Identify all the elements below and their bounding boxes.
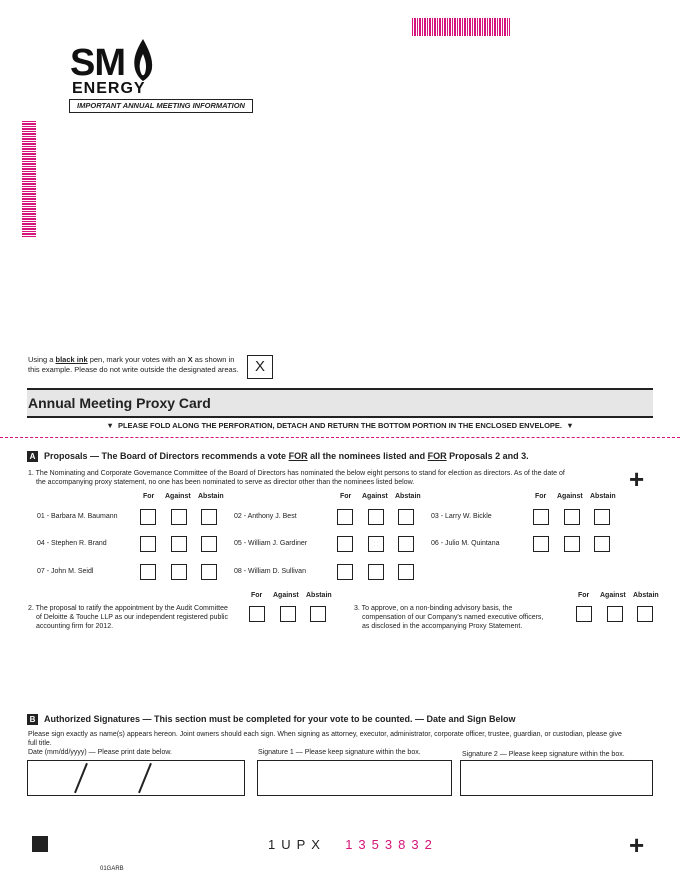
proposal-3-abstain-checkbox[interactable] xyxy=(637,606,653,622)
proposal-2-against-checkbox[interactable] xyxy=(280,606,296,622)
logo-wordmark: SM xyxy=(70,42,125,84)
signature-1-field[interactable] xyxy=(257,760,452,796)
col-header-against: Against xyxy=(600,592,626,599)
nominee-03-abstain-checkbox[interactable] xyxy=(594,509,610,525)
proposal-1-text: 1. The Nominating and Corporate Governance Committee of the Board of Directors has nominated the below eight persons to stand for election as directors. As of the date of the accompanying proxy statement, no one has been nominated to serve as director other than the nominees listed below. xyxy=(28,470,565,486)
nominee-07-abstain-checkbox[interactable] xyxy=(201,564,217,580)
signature-2-label: Signature 2 — Please keep signature within the box. xyxy=(462,751,625,758)
triangle-down-icon: ▼ xyxy=(566,421,574,430)
proposal-2-text: 2. The proposal to ratify the appointment by the Audit Committee of Deloitte & Touche LLP as our independent registered public accounting firm for 2012. xyxy=(28,605,228,630)
nominee-01-abstain-checkbox[interactable] xyxy=(201,509,217,525)
nominee-label: 07 - John M. Seidl xyxy=(37,568,94,575)
nominee-label: 08 - William D. Sullivan xyxy=(234,568,306,575)
section-b-label: B xyxy=(27,714,38,725)
col-header-abstain: Abstain xyxy=(198,493,224,500)
proposal-3-text: 3. To approve, on a non-binding advisory basis, the compensation of our Company's named executive officers, as disclosed in the accompanying Proxy Statement. xyxy=(354,605,544,630)
nominee-02-for-checkbox[interactable] xyxy=(337,509,353,525)
registration-square xyxy=(32,836,48,852)
nominee-02-abstain-checkbox[interactable] xyxy=(398,509,414,525)
nominee-06-for-checkbox[interactable] xyxy=(533,536,549,552)
date-label: Date (mm/dd/yyyy) — Please print date below. xyxy=(28,749,172,756)
nominee-03-against-checkbox[interactable] xyxy=(564,509,580,525)
col-header-against: Against xyxy=(557,493,583,500)
nominee-label: 02 - Anthony J. Best xyxy=(234,513,297,520)
proposal-2-for-checkbox[interactable] xyxy=(249,606,265,622)
nominee-label: 03 - Larry W. Bickle xyxy=(431,513,492,520)
nominee-03-for-checkbox[interactable] xyxy=(533,509,549,525)
proposal-3-for-checkbox[interactable] xyxy=(576,606,592,622)
logo-subtitle: ENERGY xyxy=(72,80,146,97)
nominee-06-against-checkbox[interactable] xyxy=(564,536,580,552)
nominee-07-for-checkbox[interactable] xyxy=(140,564,156,580)
signature-2-field[interactable] xyxy=(460,760,653,796)
nominee-04-against-checkbox[interactable] xyxy=(171,536,187,552)
marking-instructions: Using a black ink pen, mark your votes with an X as shown in this example. Please do not write outside the designated areas. xyxy=(28,355,239,374)
col-header-abstain: Abstain xyxy=(633,592,659,599)
section-b-title: Authorized Signatures — This section must be completed for your vote to be counted. — Date and Sign Below xyxy=(44,714,516,724)
col-header-for: For xyxy=(143,493,155,500)
nominee-06-abstain-checkbox[interactable] xyxy=(594,536,610,552)
nominee-05-for-checkbox[interactable] xyxy=(337,536,353,552)
col-header-abstain: Abstain xyxy=(590,493,616,500)
nominee-04-abstain-checkbox[interactable] xyxy=(201,536,217,552)
col-header-for: For xyxy=(535,493,547,500)
nominee-04-for-checkbox[interactable] xyxy=(140,536,156,552)
nominee-08-abstain-checkbox[interactable] xyxy=(398,564,414,580)
col-header-for: For xyxy=(340,493,352,500)
nominee-label: 01 - Barbara M. Baumann xyxy=(37,513,118,520)
signature-instructions: Please sign exactly as name(s) appears hereon. Joint owners should each sign. When signing as attorney, executor, administrator, corporate officer, trustee, guardian, or custodian, please give full title. xyxy=(28,731,622,747)
nominee-label: 04 - Stephen R. Brand xyxy=(37,540,107,547)
signature-1-label: Signature 1 — Please keep signature within the box. xyxy=(258,749,421,756)
form-id: 01GARB xyxy=(100,866,124,872)
col-header-against: Against xyxy=(362,493,388,500)
top-barcode xyxy=(412,18,510,36)
col-header-against: Against xyxy=(165,493,191,500)
example-mark-box: X xyxy=(247,355,273,379)
date-field[interactable] xyxy=(27,760,245,796)
section-a-label: A xyxy=(27,451,38,462)
nominee-label: 05 - William J. Gardiner xyxy=(234,540,308,547)
triangle-down-icon: ▼ xyxy=(106,421,114,430)
proposal-2-abstain-checkbox[interactable] xyxy=(310,606,326,622)
card-title: Annual Meeting Proxy Card xyxy=(28,395,211,411)
date-separator xyxy=(138,763,151,793)
proposal-3-against-checkbox[interactable] xyxy=(607,606,623,622)
col-header-for: For xyxy=(578,592,590,599)
side-barcode xyxy=(22,120,36,237)
nominee-07-against-checkbox[interactable] xyxy=(171,564,187,580)
registration-plus-icon: + xyxy=(629,830,645,860)
section-a-title: Proposals — The Board of Directors recommends a vote FOR all the nominees listed and FOR Proposals 2 and 3. xyxy=(44,451,529,461)
nominee-08-for-checkbox[interactable] xyxy=(337,564,353,580)
col-header-for: For xyxy=(251,592,263,599)
nominee-01-for-checkbox[interactable] xyxy=(140,509,156,525)
col-header-against: Against xyxy=(273,592,299,599)
registration-plus-icon: + xyxy=(629,464,645,494)
nominee-05-against-checkbox[interactable] xyxy=(368,536,384,552)
perforation-line xyxy=(0,437,680,438)
nominee-02-against-checkbox[interactable] xyxy=(368,509,384,525)
flame-logo-icon xyxy=(131,38,155,82)
date-separator xyxy=(74,763,87,793)
col-header-abstain: Abstain xyxy=(395,493,421,500)
meeting-info-banner: IMPORTANT ANNUAL MEETING INFORMATION xyxy=(69,99,253,113)
nominee-08-against-checkbox[interactable] xyxy=(368,564,384,580)
card-title-bar xyxy=(27,388,653,418)
nominee-label: 06 - Julio M. Quintana xyxy=(431,540,500,547)
nominee-01-against-checkbox[interactable] xyxy=(171,509,187,525)
col-header-abstain: Abstain xyxy=(306,592,332,599)
fold-instruction: ▼ PLEASE FOLD ALONG THE PERFORATION, DETACH AND RETURN THE BOTTOM PORTION IN THE ENCLOSED ENVELOPE. ▼ xyxy=(106,421,574,430)
footer-code: 1UPX 1353832 xyxy=(268,837,438,852)
nominee-05-abstain-checkbox[interactable] xyxy=(398,536,414,552)
